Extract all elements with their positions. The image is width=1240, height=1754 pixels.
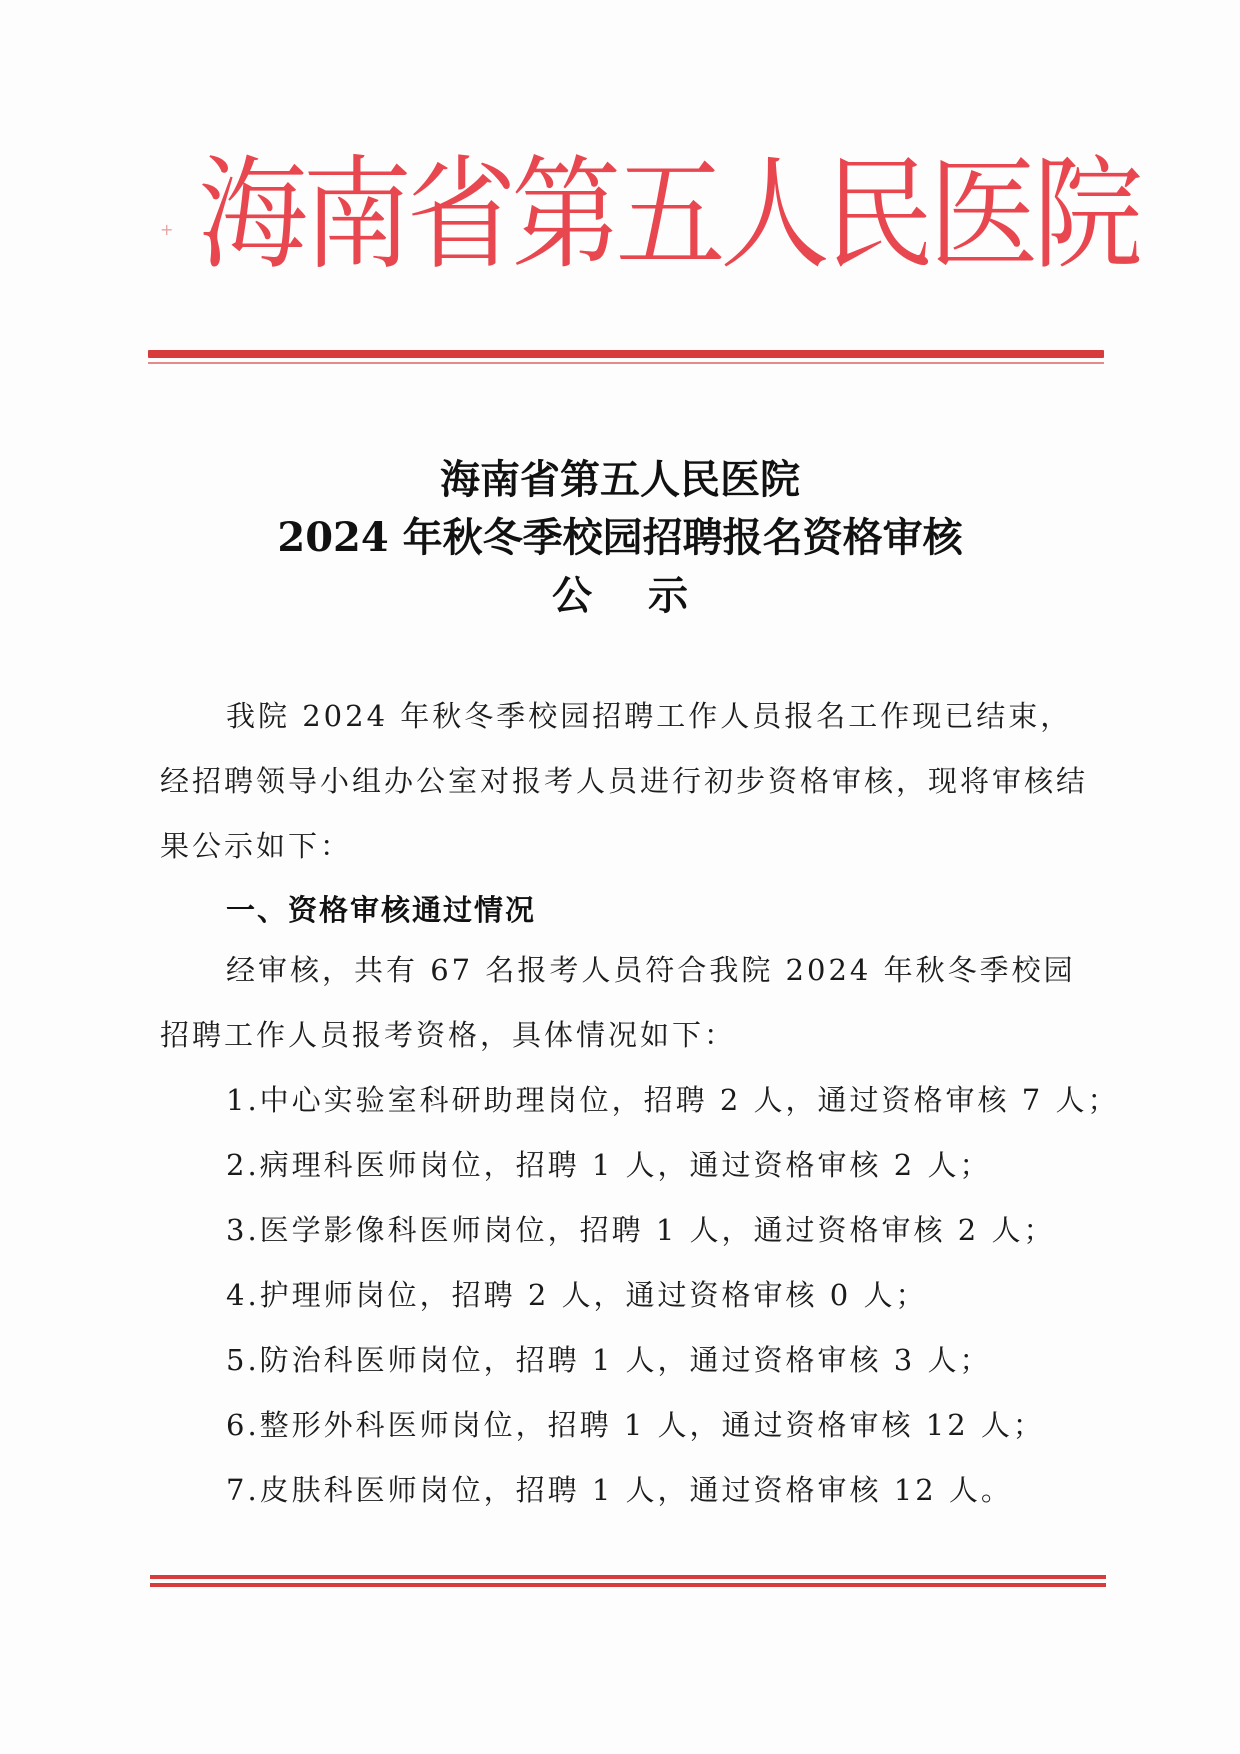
list-item: 2.病理科医师岗位，招聘 1 人，通过资格审核 2 人；	[226, 1148, 992, 1182]
list-item: 6.整形外科医师岗位，招聘 1 人，通过资格审核 12 人；	[226, 1408, 1045, 1442]
intro-text: 我院 2024 年秋冬季校园招聘工作人员报名工作现已结束，经招聘领导小组办公室对报考人员进行初步资格审核，现将审核结果公示如下：	[160, 699, 1089, 863]
document-title-line-2: 2024 年秋冬季校园招聘报名资格审核	[277, 514, 963, 561]
list-item: 1.中心实验室科研助理岗位，招聘 2 人，通过资格审核 7 人；	[226, 1083, 1120, 1117]
footer-rule-bottom	[150, 1583, 1106, 1587]
list-item: 4.护理师岗位，招聘 2 人，通过资格审核 0 人；	[226, 1278, 928, 1312]
list-item: 7.皮肤科医师岗位，招聘 1 人，通过资格审核 12 人。	[226, 1473, 1013, 1507]
registration-mark: +	[160, 220, 174, 239]
section-1-heading: 一、资格审核通过情况	[226, 893, 537, 927]
intro-paragraph	[160, 684, 1095, 879]
list-item: 5.防治科医师岗位，招聘 1 人，通过资格审核 3 人；	[226, 1343, 992, 1377]
section-1-paragraph	[160, 938, 1095, 1068]
footer-rule-top	[150, 1575, 1106, 1579]
document-title-line-1: 海南省第五人民医院	[440, 456, 800, 503]
document-title-line-3: 公示	[552, 572, 744, 619]
section-1-text: 经审核，共有 67 名报考人员符合我院 2024 年秋冬季校园招聘工作人员报考资格，具体情况如下：	[160, 953, 1076, 1052]
letterhead-org-name: 海南省第五人民医院	[198, 144, 1138, 286]
list-item: 3.医学影像科医师岗位，招聘 1 人，通过资格审核 2 人；	[226, 1213, 1056, 1247]
letterhead-rule-thin	[148, 362, 1104, 364]
letterhead-rule-thick	[148, 350, 1104, 358]
position-list	[226, 1068, 1120, 1523]
